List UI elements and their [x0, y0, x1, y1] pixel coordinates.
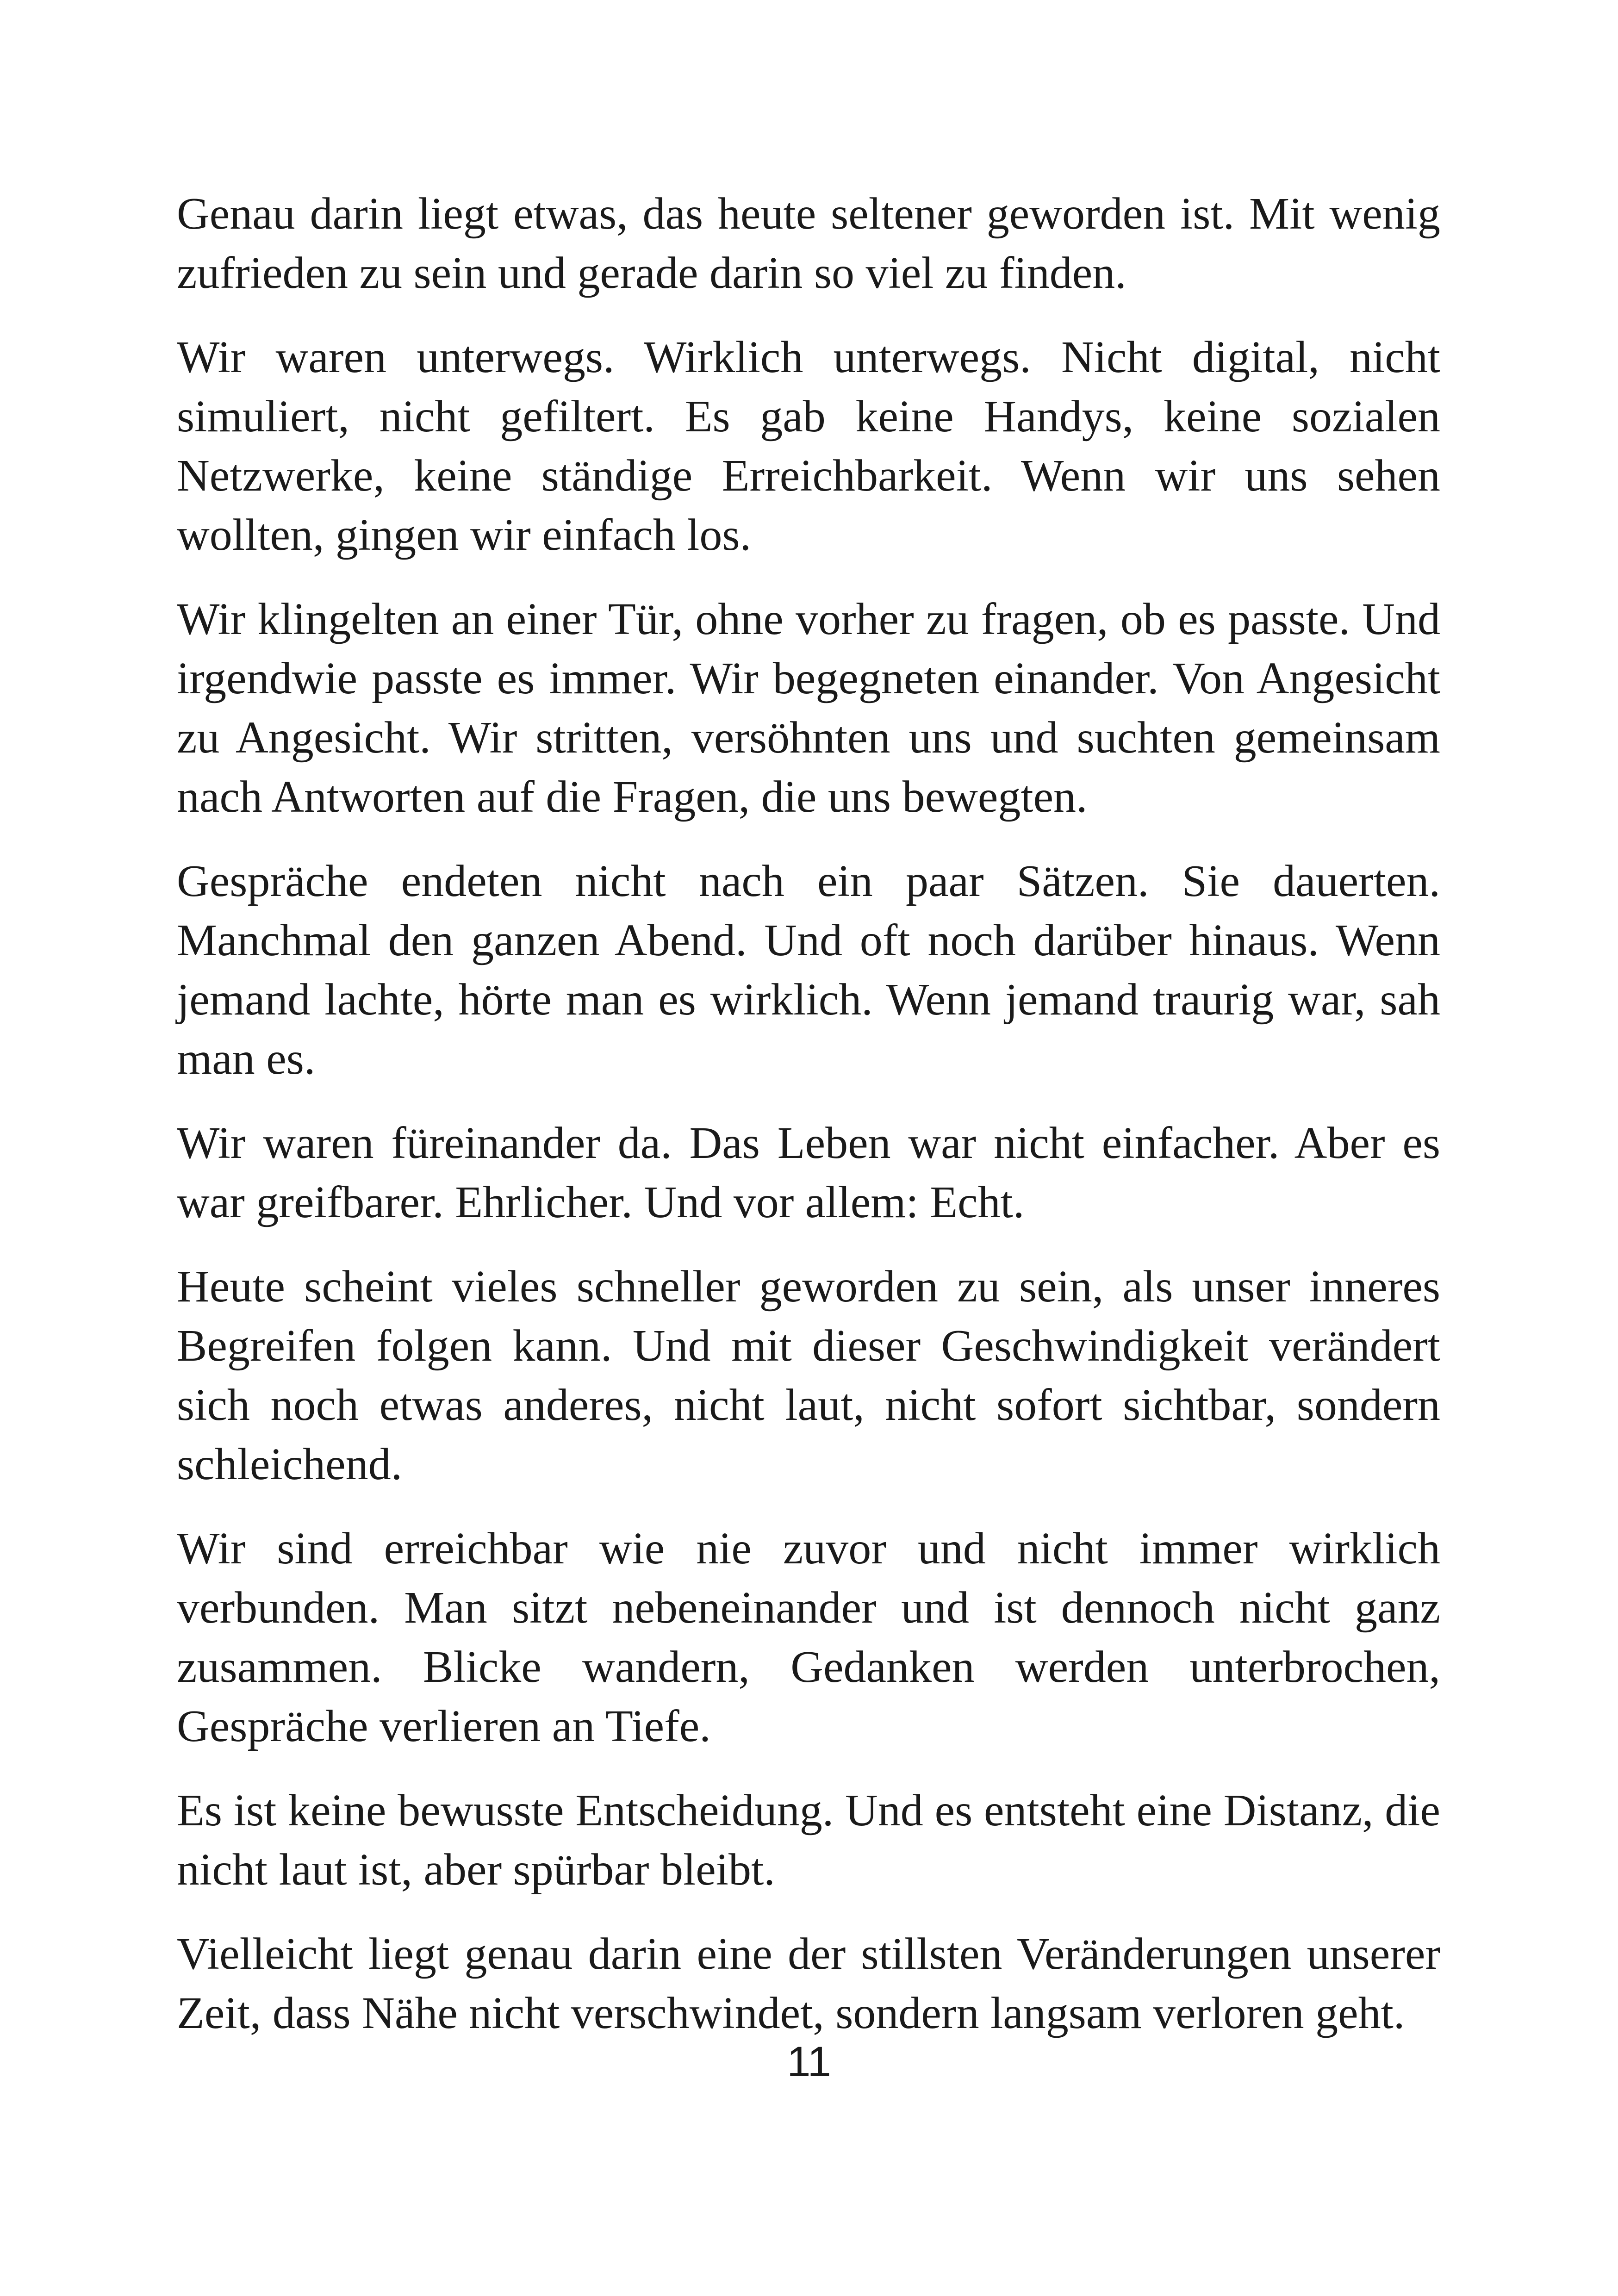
paragraph-6: Heute scheint vieles schneller geworden zu sein, als unser inneres Begreifen folgen kann. Und mit dieser Geschwindigkeit verändert sich noch etwas anderes, nicht laut, nicht sofort sichtbar, sondern schleichend.	[177, 1262, 1440, 1489]
page-number: 11	[787, 2038, 831, 2085]
paragraph-2: Wir waren unterwegs. Wirklich unterwegs. Nicht digital, nicht simuliert, nicht gefiltert. Es gab keine Handys, keine sozialen Netzwerke, keine ständige Erreichbarkeit. Wenn wir uns sehen wollten, gingen wir einfach los.	[177, 332, 1440, 560]
paragraph-9: Vielleicht liegt genau darin eine der stillsten Veränderungen unserer Zeit, dass Nähe nicht verschwindet, sondern langsam verloren geht.	[177, 1929, 1440, 2038]
paragraph-1: Genau darin liegt etwas, das heute seltener geworden ist. Mit wenig zufrieden zu sein und gerade darin so viel zu finden.	[177, 189, 1440, 298]
paragraph-5: Wir waren füreinander da. Das Leben war nicht einfacher. Aber es war greifbarer. Ehrlicher. Und vor allem: Echt.	[177, 1118, 1440, 1227]
paragraph-3: Wir klingelten an einer Tür, ohne vorher zu fragen, ob es passte. Und irgendwie passte es immer. Wir begegneten einander. Von Angesicht zu Angesicht. Wir stritten, versöhnten uns und suchten gemeinsam nach Antworten auf die Fragen, die uns bewegten.	[177, 594, 1440, 822]
body-text	[177, 184, 1440, 2068]
paragraph-7: Wir sind erreichbar wie nie zuvor und nicht immer wirklich verbunden. Man sitzt nebeneinander und ist dennoch nicht ganz zusammen. Blicke wandern, Gedanken werden unterbrochen, Gespräche verlieren an Tiefe.	[177, 1524, 1440, 1751]
paragraph-8: Es ist keine bewusste Entscheidung. Und es entsteht eine Distanz, die nicht laut ist, aber spürbar bleibt.	[177, 1786, 1440, 1895]
paragraph-4: Gespräche endeten nicht nach ein paar Sätzen. Sie dauerten. Manchmal den ganzen Abend. Und oft noch darüber hinaus. Wenn jemand lachte, hörte man es wirklich. Wenn jemand traurig war, sah man es.	[177, 856, 1440, 1084]
